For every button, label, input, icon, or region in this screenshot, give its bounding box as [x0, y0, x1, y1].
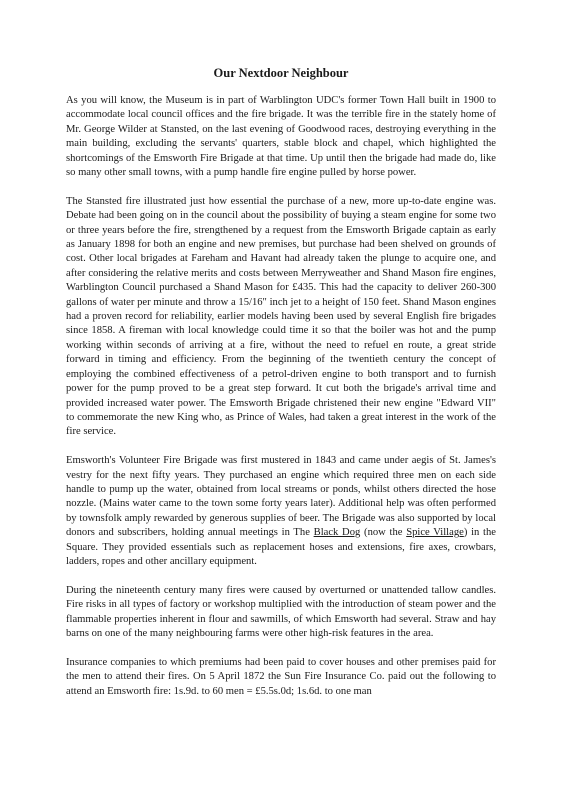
paragraph-fire-causes: During the nineteenth century many fires were caused by overturned or unattended tallow candles. Fire risks in all types of factory or workshop multiplied with the introduction of steam power and the flammable properties inherent in flour and sawmills, of which Emsworth had several. Straw and hay barns on one of the many neighbouring farms were other high-risk features in the area. [66, 584, 496, 639]
paragraph-town-hall: As you will know, the Museum is in part of Warblington UDC's former Town Hall built in 1900 to accommodate local council offices and the fire brigade. It was the terrible fire in the stately home of Mr. George Wilder at Stansted, on the last evening of Goodwood races, destroying everything in the main building, excluding the servants' quarters, stable block and chapel, which highlighted the shortcomings of the Emsworth Fire Brigade at that time. Up until then the brigade had made do, like so many other small towns, with a pump handle fire engine pulled by horse power. [66, 95, 496, 179]
paragraph-text-before: Emsworth's Volunteer Fire Brigade was first mustered in 1843 and came under aegis of St. James's vestry for the next fifty years. They purchased an engine which required three men on each side handle to pump up the water, obtained from local streams or ponds, whilst others directed the hose nozzle. (Mains water came to the town some forty years later). Additional help was often performed by townsfolk amply rewarded by generous supplies of beer. The Brigade was also supported by local donors and subscribers, holding annual meetings in The [66, 455, 496, 539]
paragraph-stansted-fire: The Stansted fire illustrated just how essential the purchase of a new, more up-to-date engine was. Debate had been going on in the council about the possibility of buying a steam engine for some two or three years before the fire, strengthened by a request from the Emsworth Brigade captain as early as January 1898 for both an engine and new premises, but purchase had been shelved on grounds of cost. Other local brigades at Fareham and Havant had already taken the plunge to acquire one, and after considering the relative merits and costs between Merryweather and Shand Mason fire engines, Warblington Council purchased a Shand Mason for £435. This had the capacity to deliver 260-300 gallons of water per minute and throw a 15/16" inch jet to a height of 150 feet. Shand Mason engines had a proven record for reliability, earlier models having been used by several English fire brigades since 1858. A fireman with local knowledge could time it so that the boiler was hot and the pump working within seconds of arriving at a fire, without the need to refuel en route, a great stride forward in timing and efficiency. From the beginning of the twentieth century the concept of employing the combined effectiveness of a petrol-driven engine to both transport and to furnish power for the pump proved to be a great step forward. It cut both the brigade's arrival time and provided increased water power. The Emsworth Brigade christened their new engine "Edward VII" to commemorate the new King who, as Prince of Wales, had taken a great interest in the work of the fire service. [66, 195, 496, 438]
paragraph-text-after: ) in the Square. They provided essentials such as replacement hoses and extensions, fire axes, crowbars, ladders, ropes and other ancillary equipment. [66, 527, 496, 567]
paragraph-text-middle: (now the [360, 527, 407, 539]
spice-village-link[interactable]: Spice Village [406, 527, 464, 539]
paragraph-insurance: Insurance companies to which premiums had been paid to cover houses and other premises paid for the men to attend their fires. On 5 April 1872 the Sun Fire Insurance Co. paid out the following to attend an Emsworth fire: 1s.9d. to 60 men = £5.5s.0d; 1s.6d. to one man [66, 656, 496, 697]
black-dog-link[interactable]: Black Dog [313, 527, 361, 539]
paragraph-volunteer-brigade [66, 454, 496, 569]
document-page [66, 66, 496, 713]
document-title: Our Nextdoor Neighbour [213, 66, 349, 80]
